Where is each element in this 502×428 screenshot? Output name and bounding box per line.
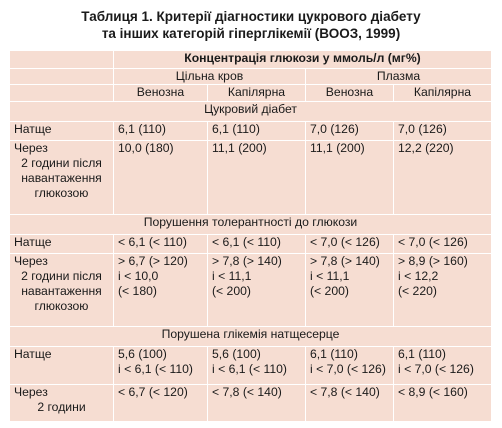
table-cell [394,122,492,141]
section-title: Порушена глікемія натщесерце [10,327,492,347]
cell-value-line: і < 6,1 (< 110) [118,362,193,377]
table-cell [114,347,208,384]
table-cell [394,347,492,384]
cell-value-line: (< 200) [212,283,251,298]
cell-value-line: > 6,7 (> 120) [118,253,188,268]
row-label-line: навантаження [21,171,102,186]
header-capillary-blood: Капілярна [208,85,306,102]
table-cell [208,234,306,253]
table-cell [306,347,394,384]
section-header-row [10,327,492,347]
criteria-table [9,50,492,422]
header-corner [10,51,114,69]
cell-value-line: і < 11,1 [310,268,350,283]
cell-value-line: 11,1 (200) [310,141,365,156]
cell-value-line: < 7,8 (< 140) [212,384,282,399]
cell-value-line: < 7,0 (< 126) [398,234,468,249]
header-whole-blood: Цільна кров [114,69,306,85]
section-title: Цукровий діабет [10,102,492,122]
cell-value-line: і < 6,1 (< 110) [212,362,287,377]
header-corner-2 [10,69,114,85]
row-label [10,141,114,214]
row-label [10,253,114,326]
table-cell [208,347,306,384]
header-capillary-plasma: Капілярна [394,85,492,102]
cell-value-line: < 8,9 (< 160) [398,384,468,399]
cell-value-line: і < 11,1 [212,268,252,283]
table-cell [306,141,394,214]
row-label-line: 2 години [37,399,86,414]
cell-value-line: < 6,1 (< 110) [212,234,281,249]
row-label-line: Через [14,384,48,399]
cell-value-line: > 7,8 (> 140) [310,253,380,268]
cell-value-line: 12,2 (220) [398,141,454,156]
row-label-line: глюкозою [34,186,89,201]
cell-value-line: > 7,8 (> 140) [212,253,282,268]
cell-value-line: (< 180) [118,283,157,298]
row-label [10,122,114,141]
cell-value-line: > 8,9 (> 160) [398,253,468,268]
row-label-line: 2 години після [21,156,102,171]
table-cell [208,122,306,141]
cell-value-line: і < 12,2 [398,268,439,283]
cell-value-line: 5,6 (100) [118,347,167,362]
cell-value-line: і < 7,0 (< 126) [310,362,386,377]
cell-value-line: 6,1 (110) [398,347,446,362]
table-row [10,234,492,253]
table-cell [114,253,208,326]
cell-value-line: 6,1 (110) [310,347,358,362]
table-cell [306,234,394,253]
cell-value-line: 6,1 (110) [118,122,166,136]
section-header-row [10,102,492,122]
table-row [10,253,492,326]
table-cell [394,234,492,253]
row-label-line: Через [14,141,48,156]
cell-value-line: (< 220) [398,283,437,298]
caption-line-1: Таблиця 1. Критерії діагностики цукрового діабету [81,9,421,24]
table-cell [306,384,394,421]
cell-value-line: 6,1 (110) [212,122,260,136]
row-label-line: глюкозою [34,298,89,313]
caption-line-2: та інших категорій гіперглікемії (ВООЗ, 1999) [101,26,401,41]
cell-value-line: і < 10,0 [118,268,159,283]
cell-value-line: 10,0 (180) [118,141,174,156]
cell-value-line: (< 200) [310,283,349,298]
cell-value-line: < 6,7 (< 120) [118,384,188,399]
table-cell [114,234,208,253]
table-cell [306,122,394,141]
table-cell [306,253,394,326]
table-cell [114,141,208,214]
cell-value-line: і < 7,0 (< 126) [398,362,474,377]
table-row [10,141,492,214]
table-cell [208,253,306,326]
table-caption [0,8,502,42]
table-cell [394,253,492,326]
header-plasma: Плазма [306,69,492,85]
cell-value-line: 5,6 (100) [212,347,261,362]
row-label-line: Через [14,253,48,268]
table-cell [208,141,306,214]
row-label [10,384,114,421]
row-label-line: 2 години після [21,268,102,283]
row-label-line: Натще [14,122,52,136]
section-header-row [10,214,492,234]
section-title: Порушення толерантності до глюкози [10,214,492,234]
table-cell [394,384,492,421]
cell-value-line: 7,0 (126) [310,122,359,136]
table-cell [114,384,208,421]
row-label-line: Натще [14,347,52,362]
cell-value-line: < 6,1 (< 110) [118,234,187,249]
header-corner-3 [10,85,114,102]
row-label-line: навантаження [21,283,102,298]
cell-value-line: 11,1 (200) [212,141,267,156]
cell-value-line: 7,0 (126) [398,122,447,136]
row-label [10,234,114,253]
cell-value-line: < 7,8 (< 140) [310,384,380,399]
header-concentration: Концентрація глюкози у ммоль/л (мг%) [114,51,492,69]
cell-value-line: < 7,0 (< 126) [310,234,380,249]
row-label [10,347,114,384]
table-cell [208,384,306,421]
row-label-line: Натще [14,234,52,249]
table-cell [114,122,208,141]
header-venous-plasma: Венозна [306,85,394,102]
table-cell [394,141,492,214]
table-body [10,102,492,422]
table-row [10,384,492,421]
header-venous-blood: Венозна [114,85,208,102]
table-row [10,347,492,384]
table-row [10,122,492,141]
